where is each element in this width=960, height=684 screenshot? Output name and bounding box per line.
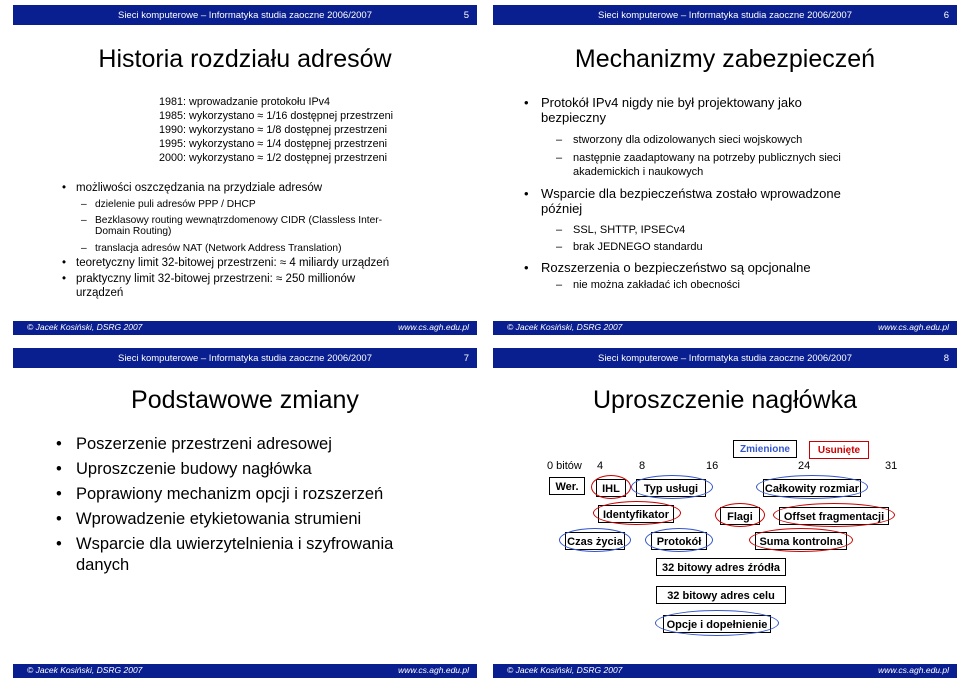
- slide-5: [12, 4, 478, 336]
- field-version: Wer.: [549, 477, 585, 495]
- field-destination-address: 32 bitowy adres celu: [656, 586, 786, 604]
- sub-bullet: – dzielenie puli adresów PPP / DHCP: [95, 198, 256, 211]
- bullet-cont: później: [541, 201, 583, 216]
- slide-footer: [493, 321, 957, 335]
- bullet: • teoretyczny limit 32-bitowej przestrzeni: ≈ 4 miliardy urządzeń: [76, 257, 389, 271]
- changed-marker: [559, 528, 631, 552]
- history-line: 2000: wykorzystano ≈ 1/2 dostępnej przestrzeni: [159, 152, 387, 164]
- slide-header: [493, 5, 957, 25]
- slide-title: Historia rozdziału adresów: [98, 45, 392, 73]
- footer-author: © Jacek Kosiński, DSRG 2007: [507, 322, 623, 332]
- field-total-length: Całkowity rozmiar: [763, 479, 861, 497]
- changed-marker: [756, 475, 868, 499]
- removed-marker: [593, 501, 681, 525]
- bit-label: 4: [597, 460, 604, 472]
- bullet-cont: bezpieczny: [541, 110, 607, 125]
- header-text: Sieci komputerowe – Informatyka studia zaoczne 2006/2007: [117, 10, 372, 21]
- bullet-cont: danych: [76, 556, 130, 574]
- page-number: 6: [943, 10, 949, 21]
- field-identification: Identyfikator: [598, 505, 674, 523]
- history-line: 1990: wykorzystano ≈ 1/8 dostępnej przestrzeni: [159, 124, 387, 136]
- footer-url: www.cs.agh.edu.pl: [398, 665, 469, 675]
- removed-marker: [749, 528, 853, 552]
- field-ihl: IHL: [596, 479, 626, 497]
- sub-bullet: – brak JEDNEGO standardu: [573, 240, 703, 254]
- slide-footer: [493, 664, 957, 678]
- history-line: 1981: wprowadzanie protokołu IPv4: [159, 96, 331, 108]
- bullet: • możliwości oszczędzania na przydziale adresów: [76, 182, 322, 196]
- slide-title: Mechanizmy zabezpieczeń: [574, 45, 876, 73]
- legend-changed: Zmienione: [733, 440, 797, 458]
- bit-label: 8: [639, 460, 646, 472]
- history-line: 1985: wykorzystano ≈ 1/16 dostępnej przestrzeni: [159, 110, 393, 122]
- removed-marker: [591, 475, 631, 499]
- sub-bullet: – nie można zakładać ich obecności: [573, 278, 740, 292]
- sub-bullet: – Bezklasowy routing wewnątrzdomenowy CIDR (Classless Inter-: [95, 214, 382, 227]
- bullet: • praktyczny limit 32-bitowej przestrzeni: ≈ 250 millionów: [76, 273, 355, 287]
- slide-title: Uproszczenie nagłówka: [592, 386, 858, 414]
- field-tos: Typ usługi: [636, 479, 706, 497]
- field-source-address: 32 bitowy adres źródła: [656, 558, 786, 576]
- field-ttl: Czas życia: [565, 532, 625, 550]
- sub-bullet: – translacja adresów NAT (Network Address Translation): [95, 242, 341, 255]
- footer-url: www.cs.agh.edu.pl: [878, 665, 949, 675]
- bullet-cont: urządzeń: [76, 287, 124, 299]
- header-text: Sieci komputerowe – Informatyka studia zaoczne 2006/2007: [597, 10, 852, 21]
- history-line: 1995: wykorzystano ≈ 1/4 dostępnej przestrzeni: [159, 138, 387, 150]
- bullet: • Poprawiony mechanizm opcji i rozszerzeń: [76, 484, 383, 504]
- slide-7: [12, 347, 478, 679]
- slide-6: [492, 4, 958, 336]
- slide-footer: [13, 321, 477, 335]
- footer-author: © Jacek Kosiński, DSRG 2007: [27, 665, 143, 675]
- bit-label: 24: [798, 460, 811, 472]
- slide-8: [492, 347, 958, 679]
- field-options: Opcje i dopełnienie: [663, 615, 771, 633]
- bullet: • Protokół IPv4 nigdy nie był projektowany jako: [541, 94, 802, 111]
- footer-author: © Jacek Kosiński, DSRG 2007: [27, 322, 143, 332]
- field-checksum: Suma kontrolna: [755, 532, 847, 550]
- bullet: • Wprowadzenie etykietowania strumieni: [76, 509, 361, 529]
- page-number: 7: [463, 353, 469, 364]
- page-number: 5: [463, 10, 469, 21]
- slide-header: [493, 348, 957, 368]
- bullet: • Wsparcie dla uwierzytelnienia i szyfrowania: [76, 534, 393, 554]
- sub-bullet-cont: Domain Routing): [95, 226, 172, 237]
- field-fragment-offset: Offset fragmentacji: [779, 507, 889, 525]
- changed-marker: [631, 475, 713, 499]
- page-number: 8: [943, 353, 949, 364]
- footer-url: www.cs.agh.edu.pl: [398, 322, 469, 332]
- bullet: • Wsparcie dla bezpieczeństwa zostało wprowadzone: [541, 185, 841, 202]
- slide-header: [13, 348, 477, 368]
- slide-header: [13, 5, 477, 25]
- footer-url: www.cs.agh.edu.pl: [878, 322, 949, 332]
- field-protocol: Protokół: [651, 532, 707, 550]
- header-text: Sieci komputerowe – Informatyka studia zaoczne 2006/2007: [597, 353, 852, 364]
- bullet: • Uproszczenie budowy nagłówka: [76, 459, 312, 479]
- sub-bullet-cont: akademickich i naukowych: [573, 166, 704, 178]
- bit-label: 0 bitów: [547, 460, 582, 472]
- bullet: • Poszerzenie przestrzeni adresowej: [76, 434, 332, 454]
- header-text: Sieci komputerowe – Informatyka studia zaoczne 2006/2007: [117, 353, 372, 364]
- sub-bullet: – stworzony dla odizolowanych sieci wojskowych: [573, 133, 802, 147]
- sub-bullet: – SSL, SHTTP, IPSECv4: [573, 223, 685, 237]
- bit-label: 31: [885, 460, 898, 472]
- bit-label: 16: [706, 460, 719, 472]
- slide-title: Podstawowe zmiany: [131, 386, 359, 414]
- changed-marker: [655, 610, 779, 636]
- slide-footer: [13, 664, 477, 678]
- legend-removed: Usunięte: [809, 441, 869, 459]
- sub-bullet: – następnie zaadaptowany na potrzeby publicznych sieci: [573, 151, 841, 165]
- field-flags: Flagi: [720, 507, 760, 525]
- changed-marker: [645, 528, 713, 552]
- bullet: • Rozszerzenia o bezpieczeństwo są opcjonalne: [541, 259, 811, 276]
- removed-marker: [715, 503, 765, 527]
- footer-author: © Jacek Kosiński, DSRG 2007: [507, 665, 623, 675]
- removed-marker: [773, 503, 895, 527]
